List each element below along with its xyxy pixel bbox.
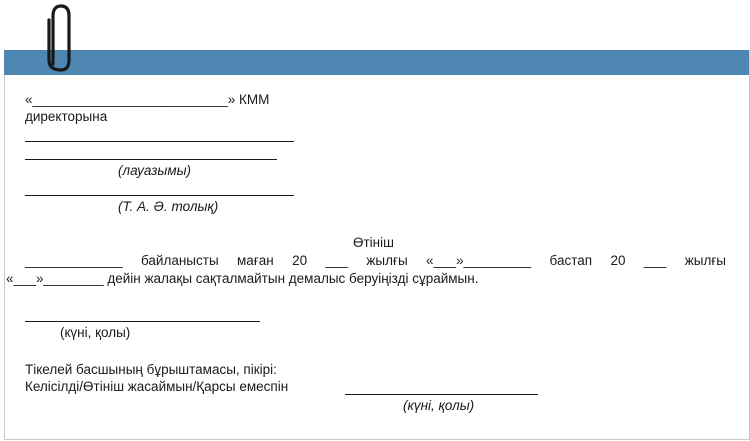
applicant-sign-caption: (күні, қолы) [60,325,131,340]
signature-line-2 [25,159,277,160]
signature-line-1 [25,141,294,142]
applicant-sign-line [25,321,260,322]
body-line-2: «___»________ дейін жалақы сақталмайтын демалыс беруіңізді сұраймын. [6,271,479,286]
body-line-1: _____________ байланысты маған 20 ___ жылғы «___»_________ бастап 20 ___ жылғы [25,253,726,268]
approval-options: Келісілді/Өтініш жасаймын/Қарсы емеспін [25,379,289,394]
document-title: Өтініш [353,235,394,250]
paperclip-icon [40,2,80,74]
approval-heading: Тікелей басшының бұрыштамасы, пікірі: [25,362,277,377]
header-bar [4,50,749,75]
director-label: директорына [25,109,108,124]
manager-sign-caption: (күні, қолы) [403,398,475,413]
fullname-caption: (Т. А. Ә. толық) [118,199,219,214]
org-line: «__________________________» КММ [25,92,270,107]
fullname-line [25,195,294,196]
manager-sign-line [345,394,538,395]
position-caption: (лауазымы) [118,163,192,178]
